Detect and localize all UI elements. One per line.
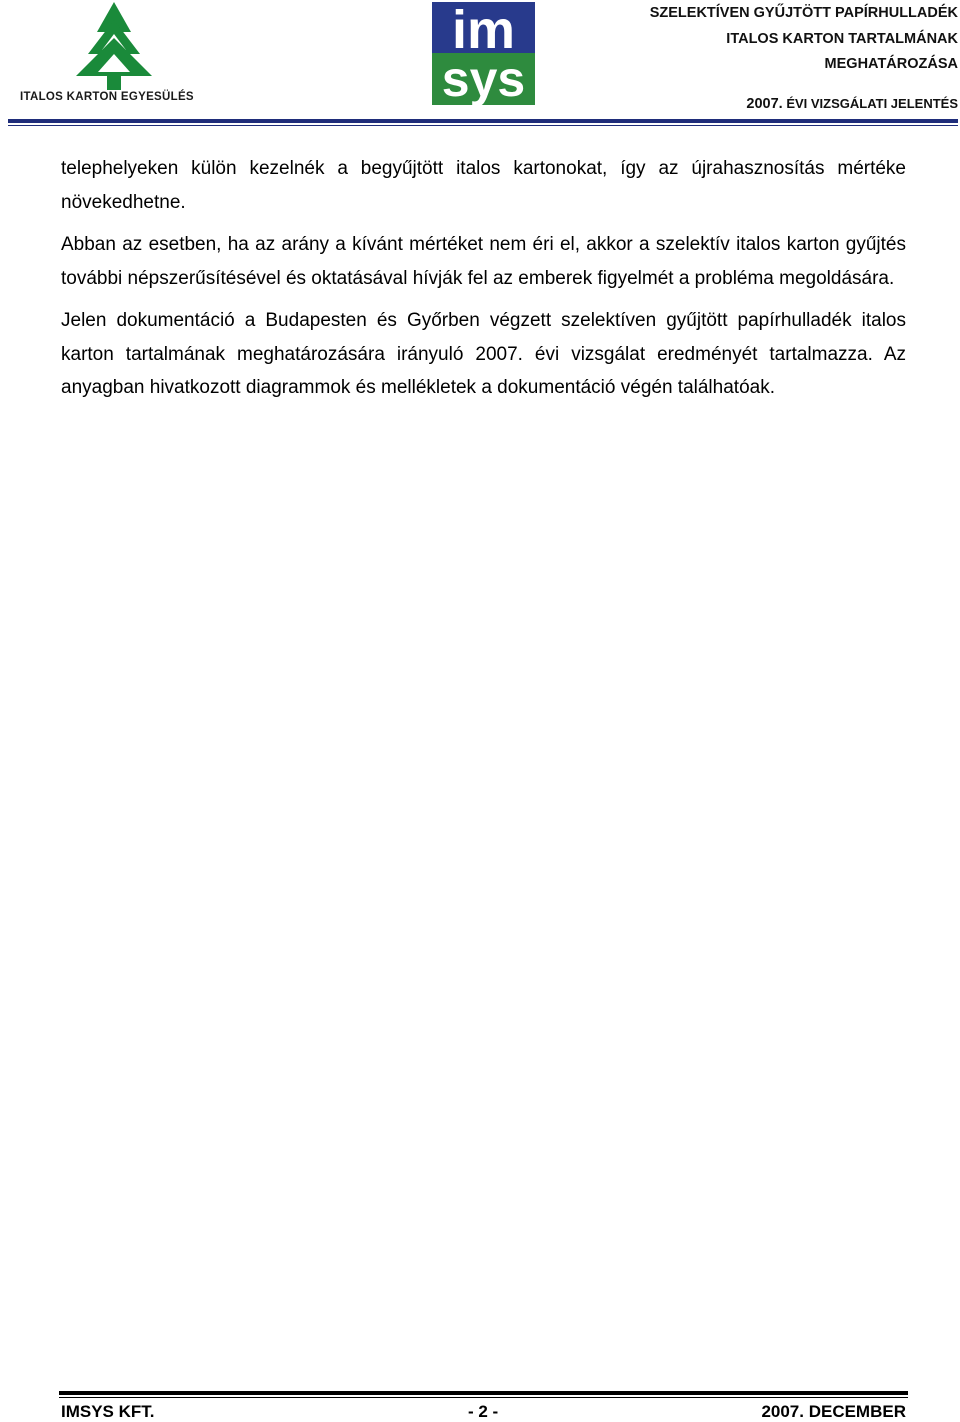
report-year: 2007. [746,95,783,112]
document-title-block [650,1,958,112]
imsys-logo-top-text: im [451,2,516,60]
footer-divider-thin [59,1397,908,1398]
document-body [61,152,906,405]
report-type: ÉVI VIZSGÁLATI JELENTÉS [786,95,958,111]
page-number: - 2 - [468,1402,499,1421]
footer-company: IMSYS KFT. [61,1402,155,1421]
org-name: ITALOS KARTON EGYESÜLÉS [20,91,194,103]
italos-karton-egyesules-logo [14,0,214,110]
header-divider-thin [8,125,958,126]
report-label [650,96,958,112]
title-line-2: ITALOS KARTON TARTALMÁNAK [726,30,958,47]
paragraph: telephelyeken külön kezelnék a begyűjtött italos kartonokat, így az újrahasznosítás mértéke növekedhetne. [61,158,906,213]
paragraph: Jelen dokumentáció a Budapesten és Győrben végzett szelektíven gyűjtött papírhulladék italos karton tartalmának meghatározására irányuló 2007. évi vizsgálat eredményét tartalmazza. Az anyagban hivatkozott diagrammok és mellékletek a dokumentáció végén találhatóak. [61,310,906,398]
footer-date: 2007. DECEMBER [761,1402,906,1421]
title-line-1: SZELEKTÍVEN GYŰJTÖTT PAPÍRHULLADÉK [649,5,958,21]
footer-divider-thick [59,1391,908,1395]
title-line-3: MEGHATÁROZÁSA [824,56,958,72]
imsys-logo-bottom-text: sys [441,51,526,105]
tree-logo-icon [74,2,154,92]
page-header [0,0,960,130]
header-divider-thick [8,119,958,123]
imsys-logo [432,2,535,105]
page-footer [61,1402,906,1422]
paragraph: Abban az esetben, ha az arány a kívánt mértéket nem éri el, akkor a szelektív italos karton gyűjtés további népszerűsítésével és oktatásával hívják fel az emberek figyelmét a probléma megoldására. [61,234,906,289]
